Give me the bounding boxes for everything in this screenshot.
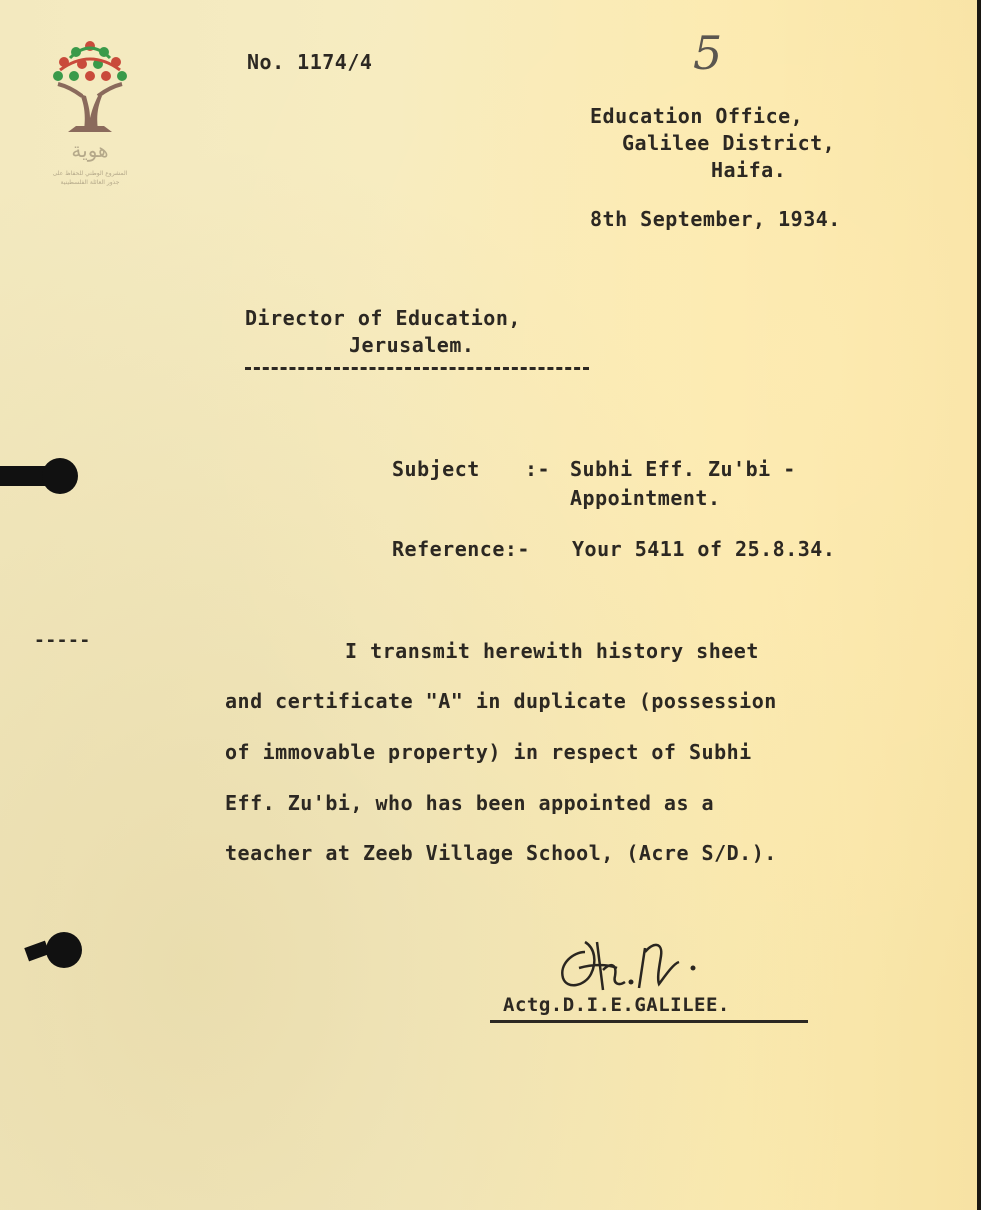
watermark-logo [40, 34, 140, 194]
logo-caption-line2: جذور العائلة الفلسطينية [60, 179, 120, 186]
reference-label: Reference:- [392, 537, 530, 561]
body-line-5: teacher at Zeeb Village School, (Acre S/D.). [225, 841, 777, 865]
subject-separator: :- [525, 457, 551, 481]
sender-line2: Galilee District, [622, 131, 836, 155]
punch-hole-bottom [46, 932, 82, 968]
logo-arabic-text: هوية [71, 138, 109, 162]
family-tree-icon [40, 34, 140, 144]
body-line-4: Eff. Zu'bi, who has been appointed as a [225, 791, 715, 815]
recipient-line2: Jerusalem. [349, 333, 475, 357]
subject-label: Subject [392, 457, 480, 481]
handwritten-page-number: 5 [693, 26, 723, 80]
recipient-line1: Director of Education, [245, 306, 521, 330]
sender-line1: Education Office, [590, 104, 804, 128]
body-line-1: I transmit herewith history sheet [345, 639, 759, 663]
subject-line2: Appointment. [570, 486, 721, 510]
punch-hole-top [42, 458, 78, 494]
subject-line1: Subhi Eff. Zu'bi - [570, 457, 796, 481]
body-line-2: and certificate "A" in duplicate (possession [225, 689, 777, 713]
body-line-3: of immovable property) in respect of Subhi [225, 740, 752, 764]
reference-value: Your 5411 of 25.8.34. [572, 537, 836, 561]
letter-number: No. 1174/4 [247, 50, 373, 74]
signature-title: Actg.D.I.E.GALILEE. [503, 994, 730, 1016]
logo-caption-line1: المشروع الوطني للحفاظ على [52, 170, 128, 177]
sender-line3: Haifa. [711, 158, 787, 182]
signature-underline [490, 1020, 808, 1023]
margin-dashes: ----- [34, 630, 91, 651]
recipient-underline [245, 367, 589, 370]
handwritten-signature [545, 912, 725, 1002]
letter-date: 8th September, 1934. [590, 207, 841, 231]
